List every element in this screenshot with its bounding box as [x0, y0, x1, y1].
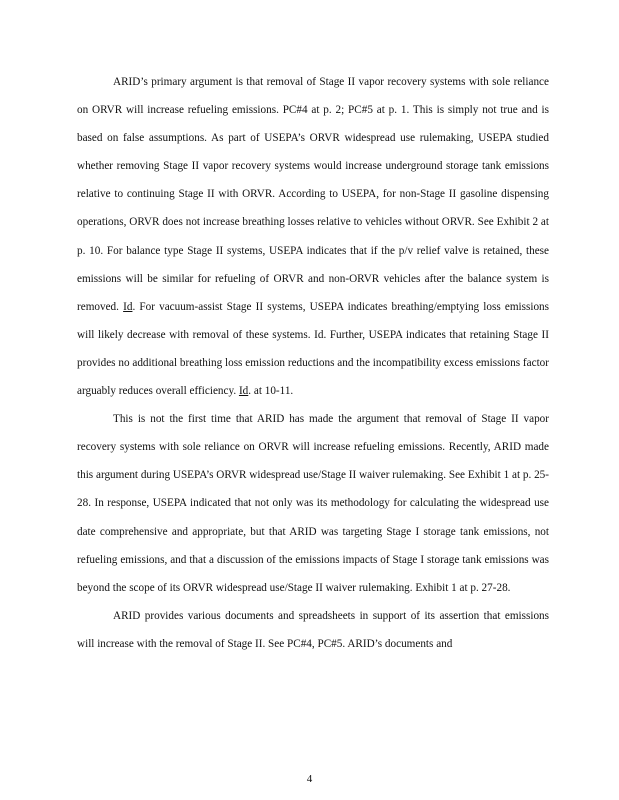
paragraph-3 [77, 602, 549, 658]
page-number: 4 [306, 773, 313, 785]
paragraph-1-run-1: ARID’s primary argument is that removal of Stage II vapor recovery systems with sole reliance on ORVR will increase refueling emissions. PC#4 at p. 2; PC#5 at p. 1. This is simply not true and is based on false assumptions. As part of USEPA’s ORVR widespread use rulemaking, USEPA studied whether removing Stage II vapor recovery systems would increase underground storage tank emissions relative to continuing Stage II with ORVR. According to USEPA, for non-Stage II gasoline dispensing operations, ORVR does not increase breathing losses relative to vehicles without ORVR. See Exhibit 2 at p. 10. For balance type Stage II systems, USEPA indicates that if the p/v relief valve is retained, these emissions will be similar for refueling of ORVR and non-ORVR vehicles after the balance system is removed. [77, 76, 549, 313]
paragraph-2 [77, 405, 549, 602]
paragraph-2-run-1: This is not the first time that ARID has made the argument that removal of Stage II vapor recovery systems with sole reliance on ORVR will increase refueling emissions. Recently, ARID made this argument during USEPA’s ORVR widespread use/Stage II waiver rulemaking. See Exhibit 1 at p. 25-28. In response, USEPA indicated that not only was its methodology for calculating the widespread use date comprehensive and appropriate, but that ARID was targeting Stage I storage tank emissions, not refueling emissions, and that a discussion of the emissions impacts of Stage I storage tank emissions was beyond the scope of its ORVR widespread use/Stage II waiver rulemaking. Exhibit 1 at p. 27-28. [77, 413, 549, 594]
paragraph-1 [77, 68, 549, 405]
paragraph-1-run-3: . For vacuum-assist Stage II systems, USEPA indicates breathing/emptying loss emissions will likely decrease with removal of these systems. Id. Further, USEPA indicates that retaining Stage II provides no additional breathing loss emission reductions and the incompatibility excess emissions factor arguably reduces overall efficiency. [77, 300, 550, 398]
paragraph-1-run-5: . at 10-11. [248, 385, 294, 398]
document-body [77, 68, 549, 658]
citation-id: Id [123, 300, 133, 313]
citation-id: Id [238, 385, 249, 398]
paragraph-3-run-1: ARID provides various documents and spreadsheets in support of its assertion that emissions will increase with the removal of Stage II. See PC#4, PC#5. ARID’s documents and [77, 609, 549, 650]
